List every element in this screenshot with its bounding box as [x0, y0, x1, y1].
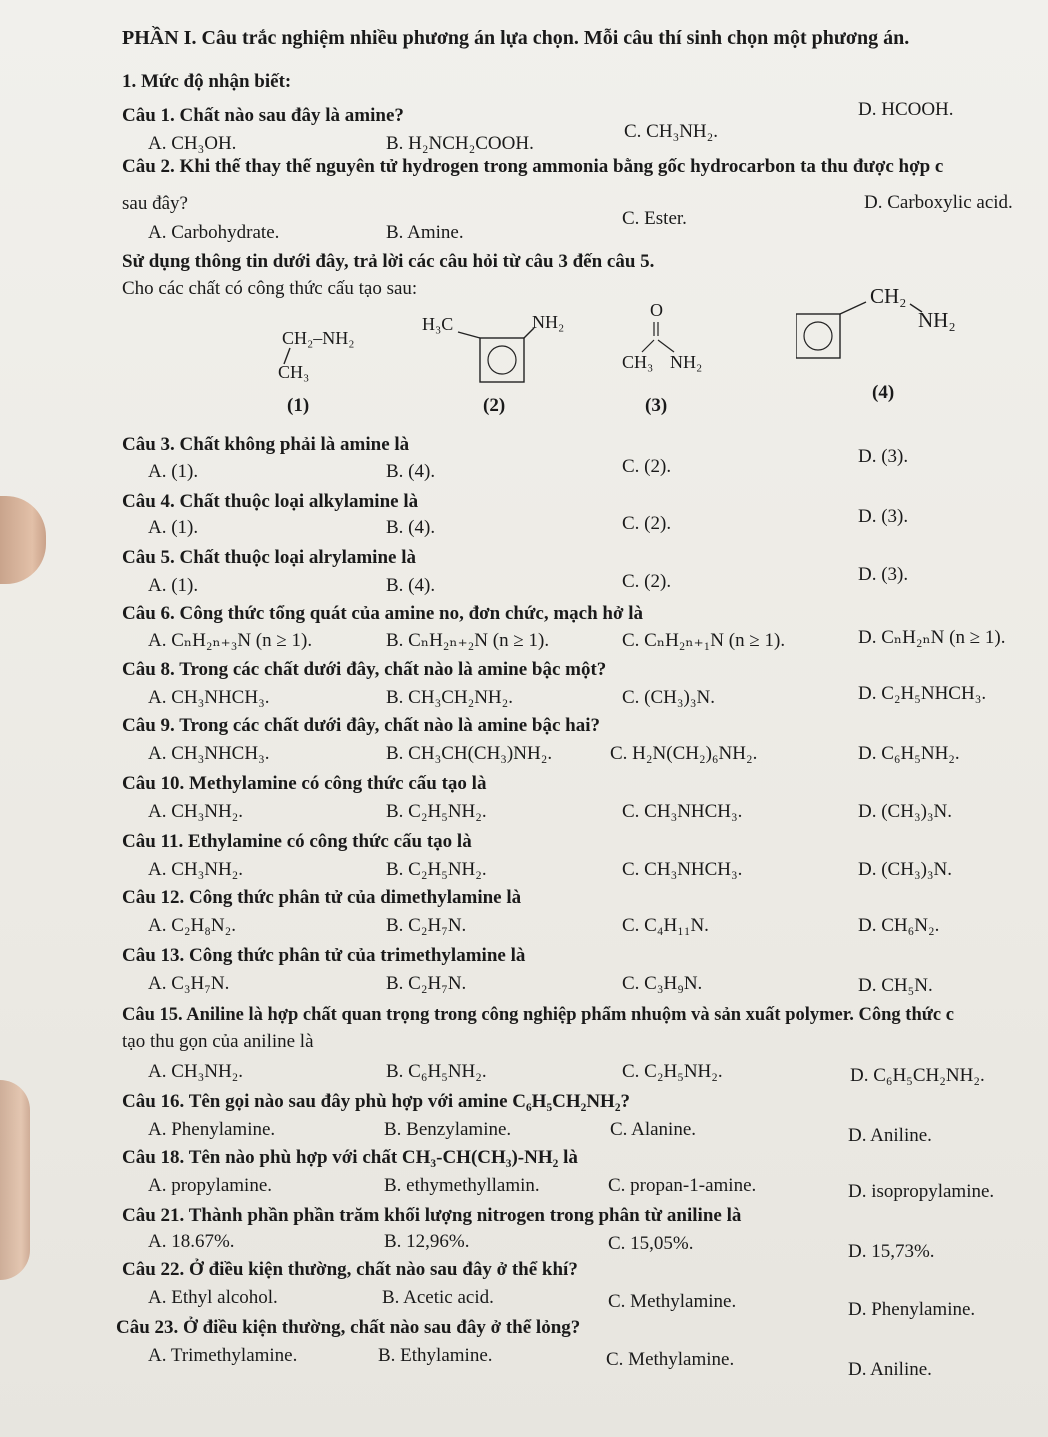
q2-option-a[interactable]: A. Carbohydrate. [148, 222, 280, 243]
q4-option-c[interactable]: C. (2). [622, 513, 672, 534]
s4-chain: CH₂ [870, 284, 907, 308]
q18-option-d[interactable]: D. isopropylamine. [848, 1181, 995, 1202]
q21-option-a[interactable]: A. 18.67%. [148, 1231, 235, 1252]
q12-option-b[interactable]: B. C₂H₇N. [386, 915, 467, 936]
q23-option-c[interactable]: C. Methylamine. [606, 1349, 735, 1370]
q23-option-d[interactable]: D. Aniline. [848, 1359, 932, 1380]
structure-4-label: (4) [872, 382, 895, 403]
q13-option-b[interactable]: B. C₂H₇N. [386, 973, 467, 994]
q9-option-c[interactable]: C. H₂N(CH₂)₆NH₂. [610, 743, 758, 764]
q13-option-d[interactable]: D. CH₅N. [858, 975, 933, 996]
q5-option-c[interactable]: C. (2). [622, 571, 672, 592]
s3-top: O [650, 300, 663, 320]
q3-stem: Câu 3. Chất không phải là amine là [122, 434, 410, 455]
s1-top: CH₂–NH₂ [282, 328, 355, 348]
finger-top [0, 496, 46, 584]
q3-option-c[interactable]: C. (2). [622, 456, 672, 477]
s3-bottom-left: CH₃ [622, 352, 654, 372]
finger-bottom [0, 1080, 30, 1280]
q4-stem: Câu 4. Chất thuộc loại alkylamine là [122, 491, 419, 512]
q10-option-c[interactable]: C. CH₃NHCH₃. [622, 801, 743, 822]
q16-option-c[interactable]: C. Alanine. [610, 1119, 697, 1140]
q6-option-b[interactable]: B. CₙH₂ₙ₊₂N (n ≥ 1). [386, 630, 550, 651]
q9-option-a[interactable]: A. CH₃NHCH₃. [148, 743, 270, 764]
q15-option-d[interactable]: D. C₆H₅CH₂NH₂. [850, 1065, 985, 1086]
q21-option-c[interactable]: C. 15,05%. [608, 1233, 694, 1254]
q22-option-a[interactable]: A. Ethyl alcohol. [148, 1287, 278, 1308]
q12-option-c[interactable]: C. C₄H₁₁N. [622, 915, 709, 936]
q2-option-b[interactable]: B. Amine. [386, 222, 464, 243]
structure-3-label: (3) [645, 395, 668, 416]
given-text: Cho các chất có công thức cấu tạo sau: [122, 278, 418, 299]
q10-option-d[interactable]: D. (CH₃)₃N. [858, 801, 952, 822]
q6-stem: Câu 6. Công thức tổng quát của amine no, đơn chức, mạch hở là [122, 603, 644, 624]
s3-bottom-right: NH₂ [670, 352, 703, 372]
q18-option-b[interactable]: B. ethymethyllamin. [384, 1175, 540, 1196]
s1-bottom: CH₃ [278, 362, 310, 382]
q1-stem: Câu 1. Chất nào sau đây là amine? [122, 105, 404, 126]
q8-option-b[interactable]: B. CH₃CH₂NH₂. [386, 687, 514, 708]
q16-stem: Câu 16. Tên gọi nào sau đây phù hợp với amine C₆H₅CH₂NH₂? [122, 1091, 631, 1112]
q2-stem-cont: sau đây? [122, 193, 188, 214]
q11-stem: Câu 11. Ethylamine có công thức cấu tạo là [122, 831, 472, 852]
q6-option-a[interactable]: A. CₙH₂ₙ₊₃N (n ≥ 1). [148, 630, 313, 651]
q8-option-c[interactable]: C. (CH₃)₃N. [622, 687, 715, 708]
q15-option-b[interactable]: B. C₆H₅NH₂. [386, 1061, 487, 1082]
q16-option-b[interactable]: B. Benzylamine. [384, 1119, 512, 1140]
q10-option-b[interactable]: B. C₂H₅NH₂. [386, 801, 487, 822]
q9-option-b[interactable]: B. CH₃CH(CH₃)NH₂. [386, 743, 553, 764]
level-heading: 1. Mức độ nhận biết: [122, 71, 292, 92]
q16-option-a[interactable]: A. Phenylamine. [148, 1119, 276, 1140]
q15-option-a[interactable]: A. CH₃NH₂. [148, 1061, 244, 1082]
part-title: PHẦN I. Câu trắc nghiệm nhiều phương án lựa chọn. Mỗi câu thí sinh chọn một phương án. [122, 27, 910, 49]
q23-option-a[interactable]: A. Trimethylamine. [148, 1345, 298, 1366]
q5-option-b[interactable]: B. (4). [386, 575, 436, 596]
q4-option-a[interactable]: A. (1). [148, 517, 199, 538]
q22-stem: Câu 22. Ở điều kiện thường, chất nào sau đây ở thể khí? [122, 1259, 578, 1280]
structure-2 [422, 306, 592, 388]
benzene-ring-icon [422, 306, 592, 388]
structure-3 [618, 300, 738, 382]
q3-option-a[interactable]: A. (1). [148, 461, 199, 482]
q9-option-d[interactable]: D. C₆H₅NH₂. [858, 743, 960, 764]
q21-option-b[interactable]: B. 12,96%. [384, 1231, 470, 1252]
q3-option-d[interactable]: D. (3). [858, 446, 909, 467]
q18-stem: Câu 18. Tên nào phù hợp với chất CH₃-CH(CH₃)-NH₂ là [122, 1147, 578, 1168]
q22-option-b[interactable]: B. Acetic acid. [382, 1287, 494, 1308]
q18-option-c[interactable]: C. propan-1-amine. [608, 1175, 757, 1196]
s4-amine: NH₂ [918, 308, 956, 332]
q6-option-c[interactable]: C. CₙH₂ₙ₊₁N (n ≥ 1). [622, 630, 786, 651]
info-instruction: Sử dụng thông tin dưới đây, trả lời các câu hỏi từ câu 3 đến câu 5. [122, 251, 655, 272]
q1-option-b[interactable]: B. H₂NCH₂COOH. [386, 133, 534, 154]
q11-option-d[interactable]: D. (CH₃)₃N. [858, 859, 952, 880]
q22-option-c[interactable]: C. Methylamine. [608, 1291, 737, 1312]
q15-option-c[interactable]: C. C₂H₅NH₂. [622, 1061, 723, 1082]
q6-option-d[interactable]: D. CₙH₂ₙN (n ≥ 1). [858, 627, 1006, 648]
q11-option-c[interactable]: C. CH₃NHCH₃. [622, 859, 743, 880]
q23-stem: Câu 23. Ở điều kiện thường, chất nào sau đây ở thể lỏng? [116, 1317, 581, 1338]
q12-stem: Câu 12. Công thức phân tử của dimethylamine là [122, 887, 522, 908]
q18-option-a[interactable]: A. propylamine. [148, 1175, 273, 1196]
structure-2-label: (2) [483, 395, 506, 416]
q1-option-a[interactable]: A. CH₃OH. [148, 133, 237, 154]
q13-option-c[interactable]: C. C₃H₉N. [622, 973, 703, 994]
q11-option-b[interactable]: B. C₂H₅NH₂. [386, 859, 487, 880]
structure-1 [270, 328, 420, 388]
q15-stem: Câu 15. Aniline là hợp chất quan trọng trong công nghiệp phẩm nhuộm và sản xuất polymer. Công thức c [122, 1005, 954, 1025]
q11-option-a[interactable]: A. CH₃NH₂. [148, 859, 244, 880]
q10-stem: Câu 10. Methylamine có công thức cấu tạo là [122, 773, 487, 794]
q15-stem-cont: tạo thu gọn của aniline là [122, 1031, 314, 1052]
q8-option-d[interactable]: D. C₂H₅NHCH₃. [858, 683, 987, 704]
q1-option-d[interactable]: D. HCOOH. [858, 99, 954, 120]
q21-stem: Câu 21. Thành phần phần trăm khối lượng nitrogen trong phân từ aniline là [122, 1205, 742, 1226]
q9-stem: Câu 9. Trong các chất dưới đây, chất nào là amine bậc hai? [122, 715, 600, 736]
q4-option-b[interactable]: B. (4). [386, 517, 436, 538]
structure-1-label: (1) [287, 395, 310, 416]
q1-option-c[interactable]: C. CH₃NH₂. [624, 121, 719, 142]
q5-stem: Câu 5. Chất thuộc loại alrylamine là [122, 547, 416, 568]
q8-option-a[interactable]: A. CH₃NHCH₃. [148, 687, 270, 708]
q2-option-d[interactable]: D. Carboxylic acid. [864, 192, 1013, 213]
q22-option-d[interactable]: D. Phenylamine. [848, 1299, 976, 1320]
q13-stem: Câu 13. Công thức phân tử của trimethylamine là [122, 945, 526, 966]
q21-option-d[interactable]: D. 15,73%. [848, 1241, 935, 1262]
s2-left: H₃C [422, 314, 454, 334]
q2-stem: Câu 2. Khi thế thay thế nguyên tử hydrogen trong ammonia bằng gốc hydrocarbon ta thu được hợp c [122, 156, 944, 177]
s2-right: NH₂ [532, 312, 565, 332]
q5-option-d[interactable]: D. (3). [858, 564, 909, 585]
q2-option-c[interactable]: C. Ester. [622, 208, 687, 229]
q5-option-a[interactable]: A. (1). [148, 575, 199, 596]
q12-option-d[interactable]: D. CH₆N₂. [858, 915, 940, 936]
q16-option-d[interactable]: D. Aniline. [848, 1125, 932, 1146]
q13-option-a[interactable]: A. C₃H₇N. [148, 973, 230, 994]
q10-option-a[interactable]: A. CH₃NH₂. [148, 801, 244, 822]
q12-option-a[interactable]: A. C₂H₈N₂. [148, 915, 236, 936]
q4-option-d[interactable]: D. (3). [858, 506, 909, 527]
q23-option-b[interactable]: B. Ethylamine. [378, 1345, 493, 1366]
q8-stem: Câu 8. Trong các chất dưới đây, chất nào là amine bậc một? [122, 659, 607, 680]
structure-4 [796, 282, 996, 372]
q3-option-b[interactable]: B. (4). [386, 461, 436, 482]
